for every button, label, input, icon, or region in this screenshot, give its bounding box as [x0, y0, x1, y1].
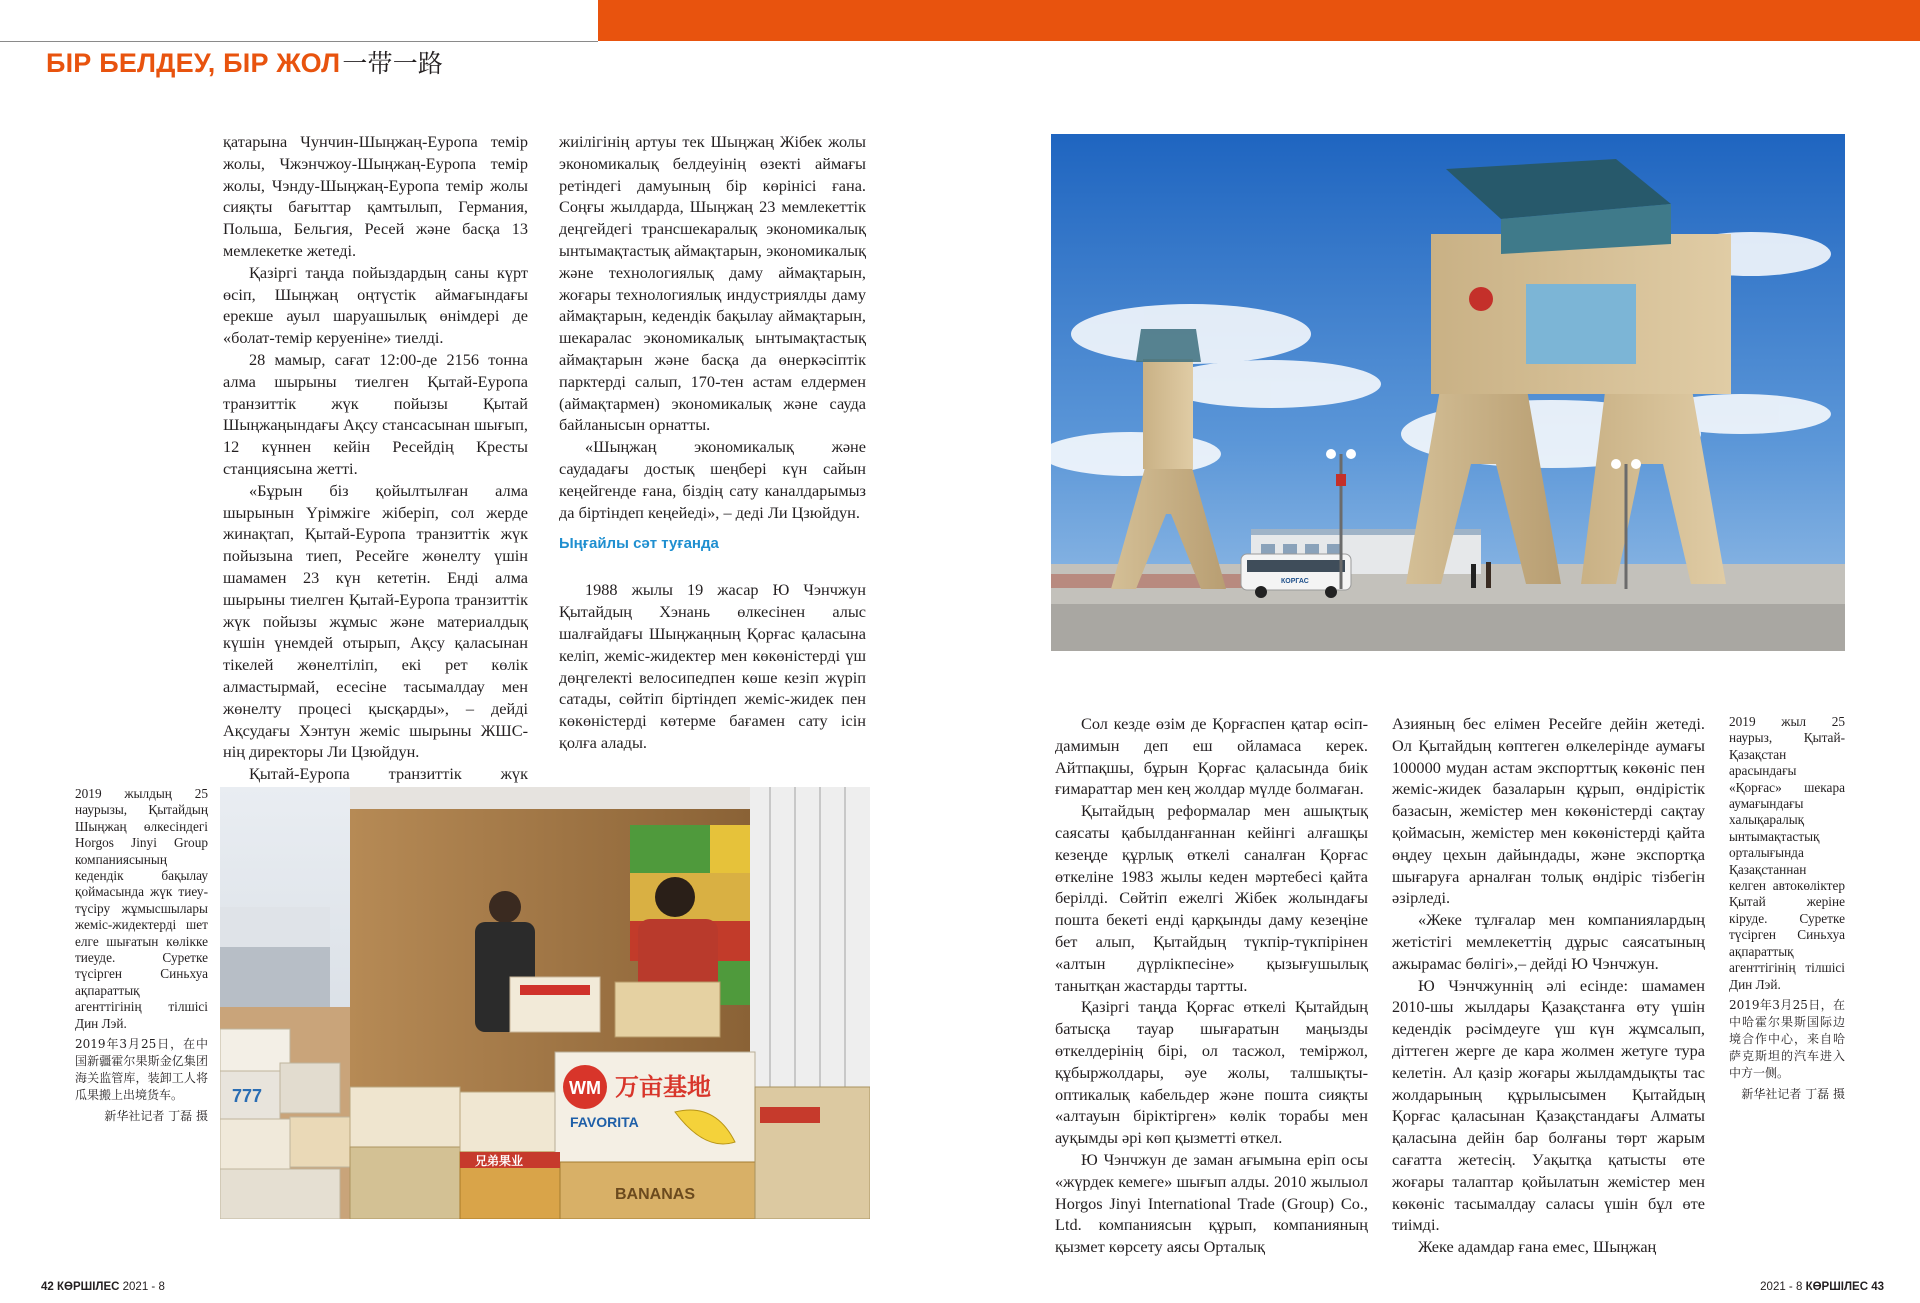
right-caption-cn-credit: 新华社记者 丁磊 摄 [1741, 1086, 1845, 1101]
paragraph: «Бұрын біз қойылтылған алма шырынын Үрімжіге жіберіп, сол жерде жинақтап, Қытай-Еуропа транзиттік жүк пойызына тиеп, Ресейге жөнелту үшін шамамен 23 күн кететін. Енді алма шырыны тиелген Қытай-Еуропа транзиттік жүк пойызы жұмыс және материалдық күшін үнемдей отырып, Ақсу қаласынан тікелей жөнелтіліп, екі рет көлік алмастырмай, есесіне тасымалдау мен жөнелту процесі қысқарды», – дейді Ақсудағы Хэнтун жеміс шырыны ЖШС-нің директоры Ли Цзюйдун. [223, 480, 528, 762]
bus-label: КОРГАС [1281, 578, 1309, 585]
paragraph: Сол кезде өзім де Қорғаспен қатар өсіп-дамимын деп еш ойламаса керек. Айтпақшы, бұрын Қорғас қаласында биік ғимараттар мен кең жолдар мүлде болмаған. [1055, 714, 1368, 799]
box-bananas-label: BANANAS [615, 1186, 695, 1203]
paragraph: Жеке адамдар ғана емес, Шыңжаң [1418, 1237, 1657, 1257]
paragraph: Қытайдың реформалар мен ашықтық саясаты қабылданғаннан кейінгі алғашқы кезеңде құрлық өткелі саналған Қорғас өткеліне 1983 жылы кеден мәртебесі қайта берілді. Сөйтіп ежелгі Жібек жолындағы пошта бекеті енді қарқынды даму кезеңіне бет алып, Қытайдың түкпір-түкпірінен «алтын дүрлікпесіне» қызығушылық танытқан жастарды тартты. [1055, 801, 1368, 995]
right-page-number: 43 [1871, 1281, 1884, 1293]
left-issue: 2021 - 8 [122, 1281, 165, 1293]
right-photo-caption [1729, 714, 1845, 1103]
paragraph: Ю Чэнчжун де заман ағымына еріп осы «жүрдек кемеге» шығып алды. 2010 жылыол Horgos Jinyi International Trade (Group) Co., Ltd. компаниясын құрып, компанияның қызмет көрсету аясы Орталық [1055, 1149, 1368, 1257]
right-magazine-name: КӨРШІЛЕС [1805, 1281, 1868, 1293]
left-footer [41, 1281, 165, 1293]
subheading: Ыңғайлы сәт туғанда [559, 535, 719, 553]
paragraph: 1988 жылы 19 жасар Ю Чэнчжун Қытайдың Хэнань өлкесінен алыс шалғайдағы Шыңжаңның Қорғас қаласына келіп, жеміс-жидектер мен көкөністерді үш дөңгелекті велосипедпен көше кезіп жүріп сатады, сөйтіп біртіндеп жеміс-жидек пен көкөністерді көтерме бағамен сату ісін қолға алады. [559, 580, 866, 752]
right-caption-cn: 2019年3月25日，在中哈霍尔果斯国际边境合作中心，来自哈萨克斯坦的汽车进入中方一侧。 [1729, 997, 1845, 1080]
paragraph: «Жеке тұлғалар мен компаниялардың жетістігі мемлекеттің дұрыс саясатының ажырамас бөлігі»,– дейді Ю Чэнчжун. [1392, 910, 1705, 973]
paragraph: Ю Чэнчжуннің әлі есінде: шамамен 2010-шы жылдары Қазақстанға өту үшін кедендік рәсімдеуге үш күн жұмсалып, діттеген жерге де кара жолмен жетуге тура келетін. Ал қазір жоғары жылдамдықты тас жолдарының құрылысымен Қытайдың Қорғас қаласынан Қазақстандағы Алматы қаласына дейін бар болғаны төрт жарым сағатта жетесің. Уақытқа қатысты өте жоғары талаптар қойылатын жемістер мен көкөніс тасымалдау саласы үшін бұл өте тиімді. [1392, 975, 1705, 1235]
fruit-loading-photo [220, 787, 870, 1219]
paragraph: «Шыңжаң экономикалық және саудадағы достық шеңбері күн сайын кеңейгенде ғана, біздің сату каналдарымыз да біртіндеп кеңейеді», – деді Ли Цзюйдун. [559, 437, 866, 522]
khorgos-gate-photo [1051, 134, 1845, 651]
left-caption-cn-credit: 新华社记者 丁磊 摄 [104, 1109, 208, 1124]
box-777-label: 777 [232, 1086, 263, 1106]
paragraph: жиілігінің артуы тек Шыңжаң Жібек жолы экономикалық белдеуінің өзекті аймағы ретіндегі дамуының бір көрінісі ғана. Соңғы жылдарда, Шыңжаң 23 мемлекеттік деңгейдегі трансшекаралық экономикалық ынтымақтастық аймақтарын, экономикалық және технологиялық даму аймақтарын, жоғары технологиялық индустриялды даму аймақтарын, кедендік бақылау аймақтарын, шекаралас экономикалық ынтымақтастық аймақтарын және басқа да өнеркәсіптік парктерді салып, 170-тен астам елдермен (аймақтармен) экономикалық және сауда байланысын орнатты. [559, 132, 866, 435]
paragraph: 28 мамыр, сағат 12:00-де 2156 тонна алма шырыны тиелген Қытай-Еуропа транзиттік жүк пойызы Қытай Шыңжаңындағы Ақсу стансасынан шығып, 12 күннен кейін Ресейдің Кресты станциясына жетті. [223, 349, 528, 478]
paragraph: Қазіргі таңда Қорғас өткелі Қытайдың батысқа тауар шығаратын маңызды өткелдерінің бірі, ол тасжол, теміржол, құбыржолдары, әуе жолы, талшықты-оптикалық кабельдер және пошта сияқты «алтауын біріктірген» көлік торабы мен ауқымды әрі көп қызметті өткел. [1055, 997, 1368, 1148]
left-page-column-1 [223, 131, 528, 807]
left-caption-cn: 2019年3月25日，在中国新疆霍尔果斯金亿集团海关监管库，装卸工人将瓜果搬上出境货车。 [75, 1037, 208, 1103]
box-favorita-label: FAVORITA [570, 1114, 639, 1130]
left-page-number: 42 [41, 1281, 54, 1293]
section-title-kk: БІР БЕЛДЕУ, БІР ЖОЛ [46, 48, 341, 78]
section-title [46, 44, 443, 80]
box-cn-label-1: 万亩基地 [615, 1073, 711, 1101]
left-caption-kk: 2019 жылдың 25 наурызы, Қытайдың Шыңжаң өлкесіндегі Horgos Jinyi Group компаниясының кедендік бақылау қоймасында жүк тиеу-түсіру жұмысшылары жеміс-жидектерді шет елге шығатын көлікке тиеуде. Суретке түсірген Синьхуа ақпараттық агенттігінің тілшісі Дин Лэй. [75, 786, 208, 1031]
right-issue: 2021 - 8 [1760, 1281, 1803, 1293]
right-page-column-1 [1055, 713, 1368, 1258]
box-cn-label-2: 兄弟果业 [475, 1154, 524, 1168]
paragraph: Қытай-Еуропа транзиттік жүк [249, 764, 528, 784]
left-magazine-name: КӨРШІЛЕС [57, 1281, 120, 1293]
paragraph: Азияның бес елімен Ресейге дейін жетеді. Ол Қытайдың көптеген өлкелерінде аумағы 100000 мудан астам экспорттық көкөніс пен жеміс-жидек базаларын құрып, өндірістік базасын, жемістер мен көкөністерді сақтау қоймасын, жемістер мен көкөністерді қайта өңдеу цехын дайындады, және экспортқа шығаруға арналған толық өндіріс тізбегін әзірледі. [1392, 714, 1705, 908]
section-title-cn: 一带一路 [342, 49, 444, 78]
paragraph: Қазіргі таңда пойыздардың саны күрт өсіп, Шыңжаң оңтүстік аймағындағы ерекше ауыл шаруашылық өнімдері де «болат-темір керуеніне» тиелді. [223, 262, 528, 348]
right-page-column-2 [1392, 713, 1705, 1258]
paragraph: қатарына Чунчин-Шыңжаң-Еуропа темір жолы, Чжэнчжоу-Шыңжаң-Еуропа темір жолы, Чэнду-Шыңжаң-Еуропа темір жолы сияқты бағыттар қамтылып, Германия, Польша, Бельгия, Ресей және басқа 13 мемлекетке жетеді. [223, 132, 528, 260]
header-accent-bar [598, 0, 1920, 41]
left-photo-caption [75, 786, 208, 1125]
right-caption-kk: 2019 жыл 25 наурыз, Қытай-Қазақстан арасындағы «Қорғас» шекара аумағындағы халықаралық ынтымақтастық орталығында Қазақстаннан келген автокөліктер Қытай жеріне кіруде. Суретке түсірген Синьхуа ақпараттық агенттігінің тілшісі Дин Лэй. [1729, 714, 1845, 992]
left-page-column-2 [559, 131, 866, 754]
header-rule [0, 41, 598, 42]
box-wm-label: WM [569, 1078, 601, 1098]
right-footer [1760, 1281, 1884, 1293]
